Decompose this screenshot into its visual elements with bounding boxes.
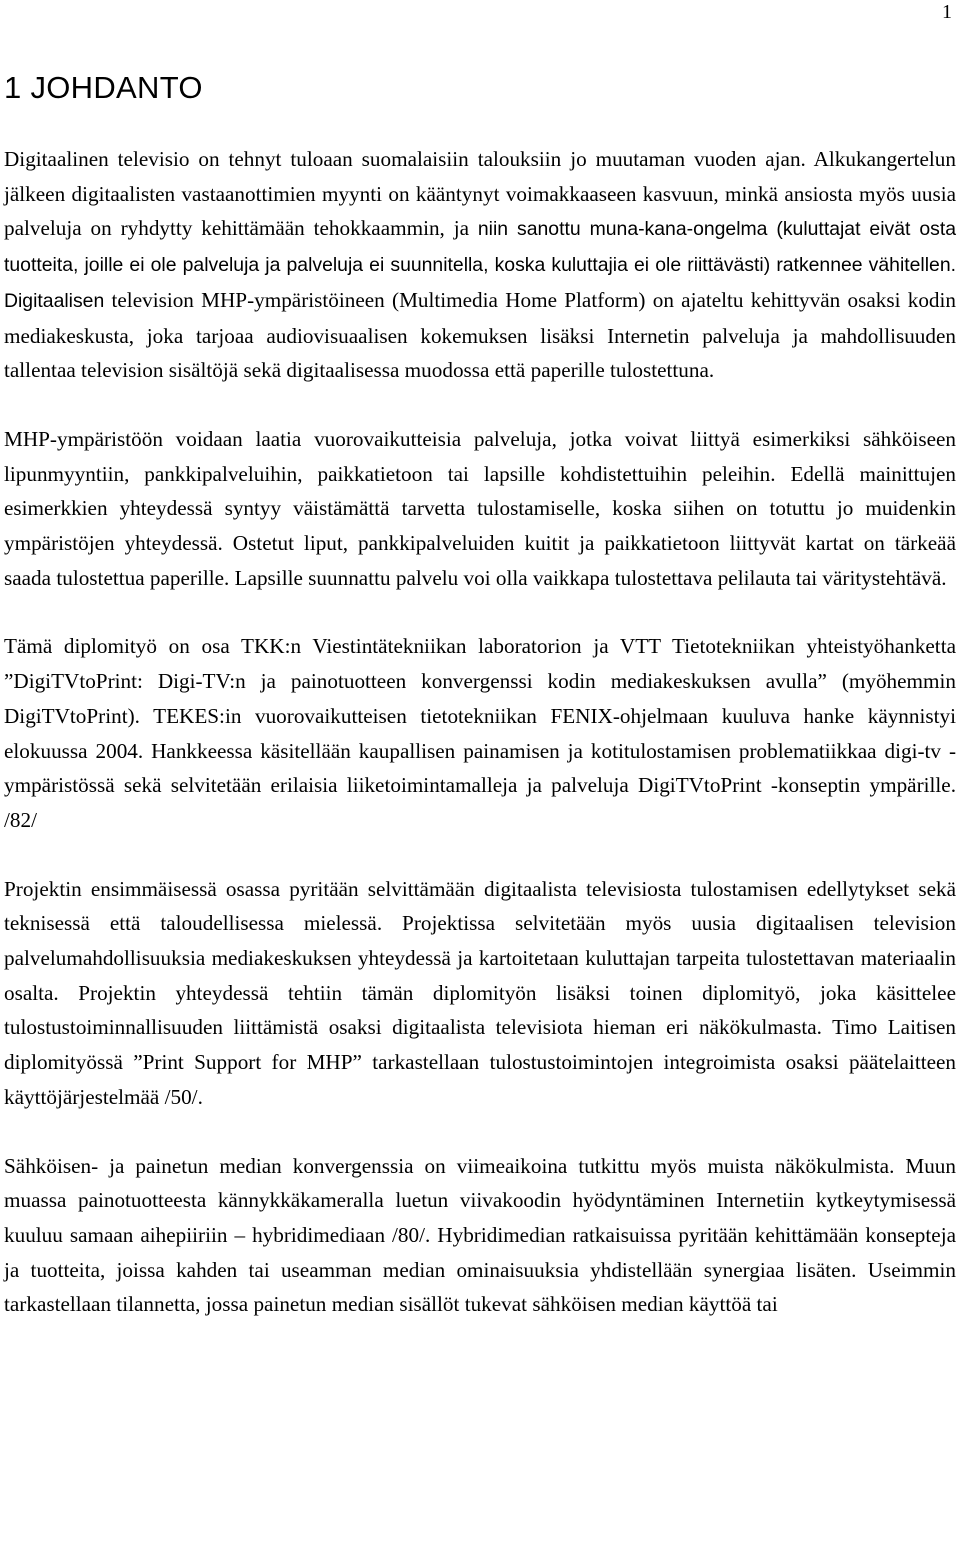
paragraph-4: Projektin ensimmäisessä osassa pyritään selvittämään digitaalista televisiosta tulostamisen edellytykset sekä teknisessä että taloudellisessa mielessä. Projektissa selvitetään myös uusia digitaalisen television palvelumahdollisuuksia mediakeskuksen yhteydessä ja kartoitetaan kuluttajan tarpeita tulostettavan materiaalin osalta. Projektin yhteydessä tehtiin tämän diplomityön lisäksi toinen diplomityö, joka käsittelee tulostustoiminnallisuuden liittämistä osaksi digitaalista televisiota hieman eri näkökulmasta. Timo Laitisen diplomityössä ”Print Support for MHP” tarkastellaan tulostustoimintojen integroimista osaksi päätelaitteen käyttöjärjestelmää /50/.: [4, 876, 956, 1109]
paragraph-1-part-c: television MHP-ympäristöineen (Multimedia Home Platform) on ajateltu kehittyvän osaksi kodin mediakeskusta, joka tarjoaa audiovisuaalisen kokemuksen lisäksi Internetin palveluja ja mahdollisuuden tallentaa television sisältöjä sekä digitaalisessa muodossa että paperille tulostettuna.: [4, 287, 956, 383]
paragraph-3: Tämä diplomityö on osa TKK:n Viestintätekniikan laboratorion ja VTT Tietotekniikan yhteistyöhanketta ”DigiTVtoPrint: Digi-TV:n ja painotuotteen konvergenssi kodin mediakeskuksen avulla” (myöhemmin DigiTVtoPrint). TEKES:in vuorovaikutteisen tietotekniikan FENIX-ohjelmaan kuuluva hanke käynnistyi elokuussa 2004. Hankkeessa käsitellään kaupallisen painamisen ja kotitulostamisen problematiikkaa digi-tv -ympäristössä sekä selvitetään erilaisia liiketoimintamalleja ja palveluja DigiTVtoPrint -konseptin ympärille. /82/: [4, 634, 956, 832]
paragraph-2: MHP-ympäristöön voidaan laatia vuorovaikutteisia palveluja, jotka voivat liittyä esimerkiksi sähköiseen lipunmyyntiin, pankkipalveluihin, paikkatietoon tai lapsille kohdistettuihin peleihin. Edellä mainittujen esimerkkien yhteydessä syntyy väistämättä tarvetta tulostamiselle, koska siihen on totuttu jo muidenkin ympäristöjen yhteydessä. Ostetut liput, pankkipalveluiden kuitit ja paikkatietoon liittyvät kartat on tärkeää saada tulostettua paperille. Lapsille suunnattu palvelu voi olla vaikkapa tulostettava pelilauta tai väritystehtävä.: [4, 426, 956, 590]
paragraph-5: Sähköisen- ja painetun median konvergenssia on viimeaikoina tutkittu myös muista näkökulmista. Muun muassa painotuotteesta kännykkäkameralla luetun viivakoodin hyödyntäminen Internetiin kytkeytymisessä kuuluu samaan aihepiiriin – hybridimediaan /80/. Hybridimedian ratkaisuissa pyritään kehittämään konsepteja ja tuotteita, joissa kahden tai useamman median ominaisuuksia yhdistellään synergiaa lisäten. Useimmin tarkastellaan tilannetta, jossa painetun median sisällöt tukevat sähköisen median käyttöä tai: [4, 1153, 956, 1317]
chapter-heading: 1 JOHDANTO: [4, 70, 203, 105]
paragraph-1-part-b: niin sanottu muna-kana-ongelma (kuluttajat eivät osta tuotteita, joille ei ole palveluja ja palveluja ei suunnitella, koska kuluttajia ei ole riittävästi) ratkennee vähitellen. Digitaalisen: [4, 218, 956, 312]
paragraph-1-part-a: Digitaalinen televisio on tehnyt tuloaan suomalaisiin talouksiin jo muutaman vuoden ajan. Alkukangertelun jälkeen digitaalisten vastaanottimien myynti on kääntynyt voimakkaaseen kasvuun, minkä ansiosta myös uusia palveluja on ryhdytty kehittämään tehokkaammin, ja: [4, 147, 956, 241]
document-body: [4, 142, 956, 1356]
paragraph-1: [4, 142, 956, 388]
page-number: 1: [942, 1, 952, 23]
